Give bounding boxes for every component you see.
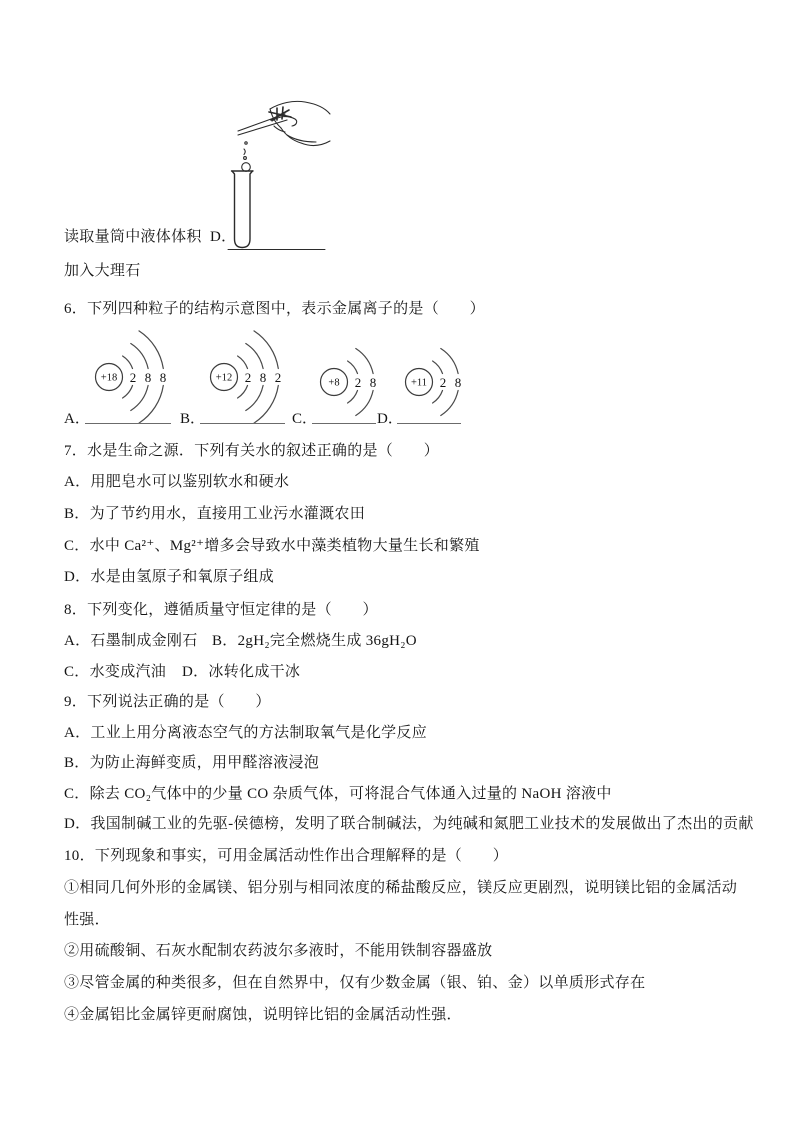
svg-text:8: 8 [259,370,267,385]
svg-text:2: 2 [244,370,252,385]
falling-stone-dots [244,142,248,160]
option-c-caption: 读取量筒中液体体积 [64,229,202,245]
q6-choice-label-c: C． [292,411,318,427]
atom-diagram-d [393,335,468,430]
q7-option-c: C．水中 Ca²⁺、Mg²⁺增多会导致水中藻类植物大量生长和繁殖 [64,538,480,554]
q9-option-a: A．工业上用分离液态空气的方法制取氧气是化学反应 [64,725,428,741]
svg-text:8: 8 [144,370,152,385]
svg-text:+8: +8 [328,377,340,389]
q8-option-a: A．石墨制成金刚石 [64,633,198,649]
q7-option-a: A．用肥皂水可以鉴别软水和硬水 [64,474,290,490]
svg-text:2: 2 [439,375,447,390]
q7-option-b: B．为了节约用水，直接用工业污水灌溉农田 [64,506,366,522]
svg-text:2: 2 [354,375,362,390]
q10-item-1: ①相同几何外形的金属镁、铝分别与相同浓度的稀盐酸反应，镁反应更剧烈，说明镁比铝的金属活动性强． [64,880,738,928]
q10-item-4: ④金属铝比金属锌更耐腐蚀，说明锌比铝的金属活动性强． [64,1007,462,1023]
hand-tweezers-testtube-figure [225,90,331,254]
q7-option-d: D．水是由氢原子和氧原子组成 [64,569,275,585]
atom-diagram-c [308,335,383,430]
q6-answer-blank-c [312,423,376,424]
option-d-label: D． [210,229,237,245]
option-d-caption: 加入大理石 [64,263,141,279]
svg-text:8: 8 [159,370,167,385]
q8-stem: 8．下列变化，遵循质量守恒定律的是（ ） [64,602,378,618]
q7-stem: 7．水是生命之源．下列有关水的叙述正确的是（ ） [64,443,440,459]
svg-text:+12: +12 [215,372,233,384]
q9-option-c: C．除去 CO₂气体中的少量 CO 杂质气体，可将混合气体通入过量的 NaOH 溶液中 [64,786,612,802]
q6-choice-label-d: D． [377,411,403,427]
q6-answer-blank-a [85,423,171,424]
q8-option-c: C．水变成汽油 [64,664,167,680]
q6-answer-blank-b [200,423,285,424]
marble-icon [242,163,251,172]
q8-option-d: D．冰转化成干冰 [182,664,301,680]
q8-option-b: B．2gH₂完全燃烧生成 36gH₂O [212,633,417,649]
svg-text:2: 2 [274,370,282,385]
svg-text:+18: +18 [100,372,118,384]
svg-text:8: 8 [454,375,462,390]
q10-item-3: ③尽管金属的种类很多，但在自然界中，仅有少数金属（银、铂、金）以单质形式存在 [64,975,646,991]
atom-diagram-a [83,330,178,425]
q6-atom-diagrams [64,330,470,430]
q6-choice-label-b: B． [180,411,206,427]
svg-text:+11: +11 [410,377,428,389]
q9-option-b: B．为防止海鲜变质，用甲醛溶液浸泡 [64,755,320,771]
hand-illustration [270,101,330,145]
option-line-cd [64,227,202,248]
svg-text:8: 8 [369,375,377,390]
q6-choice-label-a: A． [64,411,90,427]
q10-stem: 10．下列现象和事实，可用金属活动性作出合理解释的是（ ） [64,848,509,864]
q6-answer-blank-d [397,423,461,424]
q10-item-2: ②用硫酸铜、石灰水配制农药波尔多液时，不能用铁制容器盛放 [64,943,493,959]
q6-stem: 6．下列四种粒子的结构示意图中，表示金属离子的是（ ） [64,301,485,317]
q9-option-d: D．我国制碱工业的先驱-侯德榜，发明了联合制碱法，为纯碱和氮肥工业技术的发展做出了杰出的贡献 [64,816,754,832]
q9-stem: 9．下列说法正确的是（ ） [64,694,271,710]
atom-diagram-b [198,330,293,425]
svg-text:2: 2 [129,370,137,385]
